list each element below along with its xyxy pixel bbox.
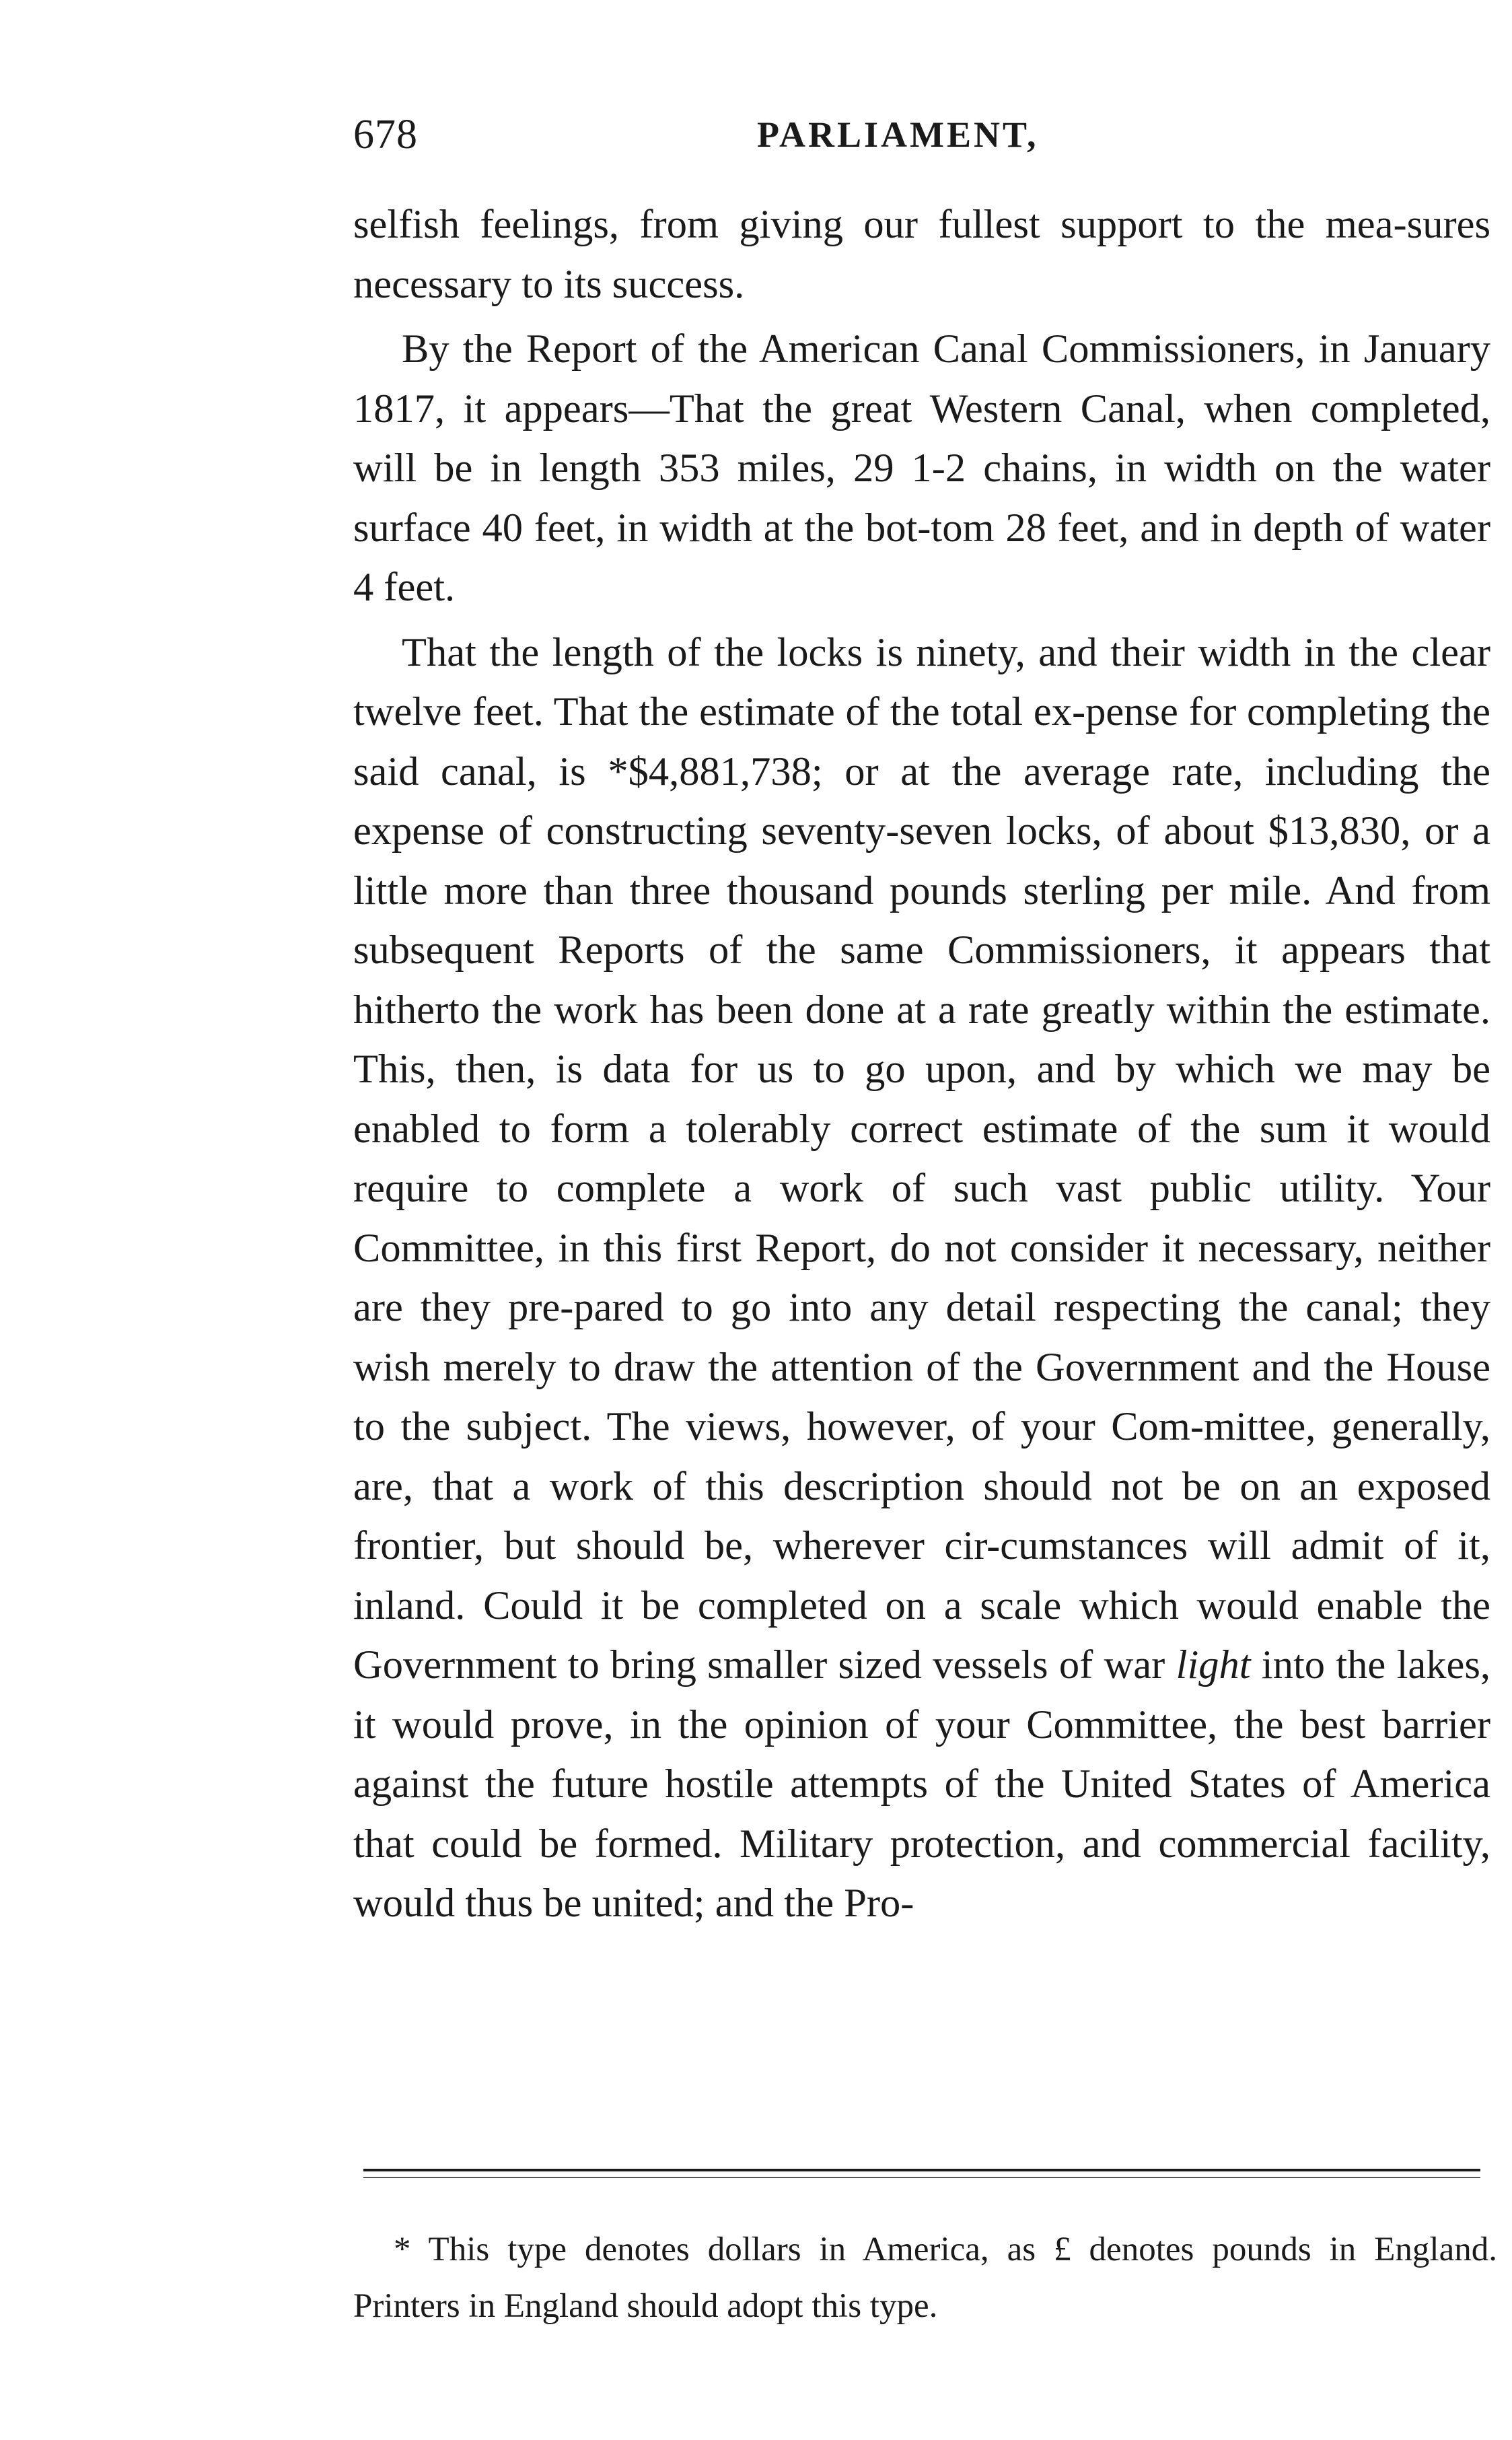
italic-word: light [1176,1642,1251,1687]
paragraph-continued: selfish feelings, from giving our fullest support to the mea-sures necessary to its success. [353,202,1490,307]
footnote-text: * This type denotes dollars in America, as £ denotes pounds in England. Printers in England should adopt this type. [353,2231,1497,2325]
paragraph-text-part-1: That the length of the locks is ninety, and their width in the clear twelve feet. That the estimate of the total ex-pense for completing the said canal, is *$4,881,738; or at the average rate, including the expense of constructing seventy-seven locks, of about $13,830, or a little more than three thousand pounds sterling per mile. And from subsequent Reports of the same Commissioners, it appears that hitherto the work has been done at a rate greatly within the estimate. This, then, is data for us to go upon, and by which we may be enabled to form a tolerably correct estimate of the sum it would require to complete a work of such vast public utility. Your Committee, in this first Report, do not consider it necessary, neither are they pre-pared to go into any detail respecting the canal; they wish merely to draw the attention of the Government and the House to the subject. The views, however, of your Com-mittee, generally, are, that a work of this description should not be on an exposed frontier, but should be, wherever cir-cumstances will admit of it, inland. Could it be completed on a scale which would enable the Government to bring smaller sized vessels of war [353,629,1490,1687]
footnote-divider [363,2169,1480,2171]
running-head: PARLIAMENT, [757,114,1039,155]
paragraph-canal-report: By the Report of the American Canal Commissioners, in January 1817, it appears—That the great Western Canal, when completed, will be in length 353 miles, 29 1-2 chains, in width on the water surface 40 feet, in width at the bot-tom 28 feet, and in depth of water 4 feet. [353,326,1490,610]
paragraph-locks-estimate [353,623,1490,1934]
page-number: 678 [353,112,418,158]
page-header [353,111,1490,172]
body-text [353,195,1490,1934]
footnote [353,2221,1497,2334]
paragraph-text-part-2: into the lakes, it would prove, in the opinion of your Committee, the best barrier against the future hostile attempts of the United States of America that could be formed. Military protection, and commercial facility, would thus be united; and the Pro- [353,1642,1491,1926]
